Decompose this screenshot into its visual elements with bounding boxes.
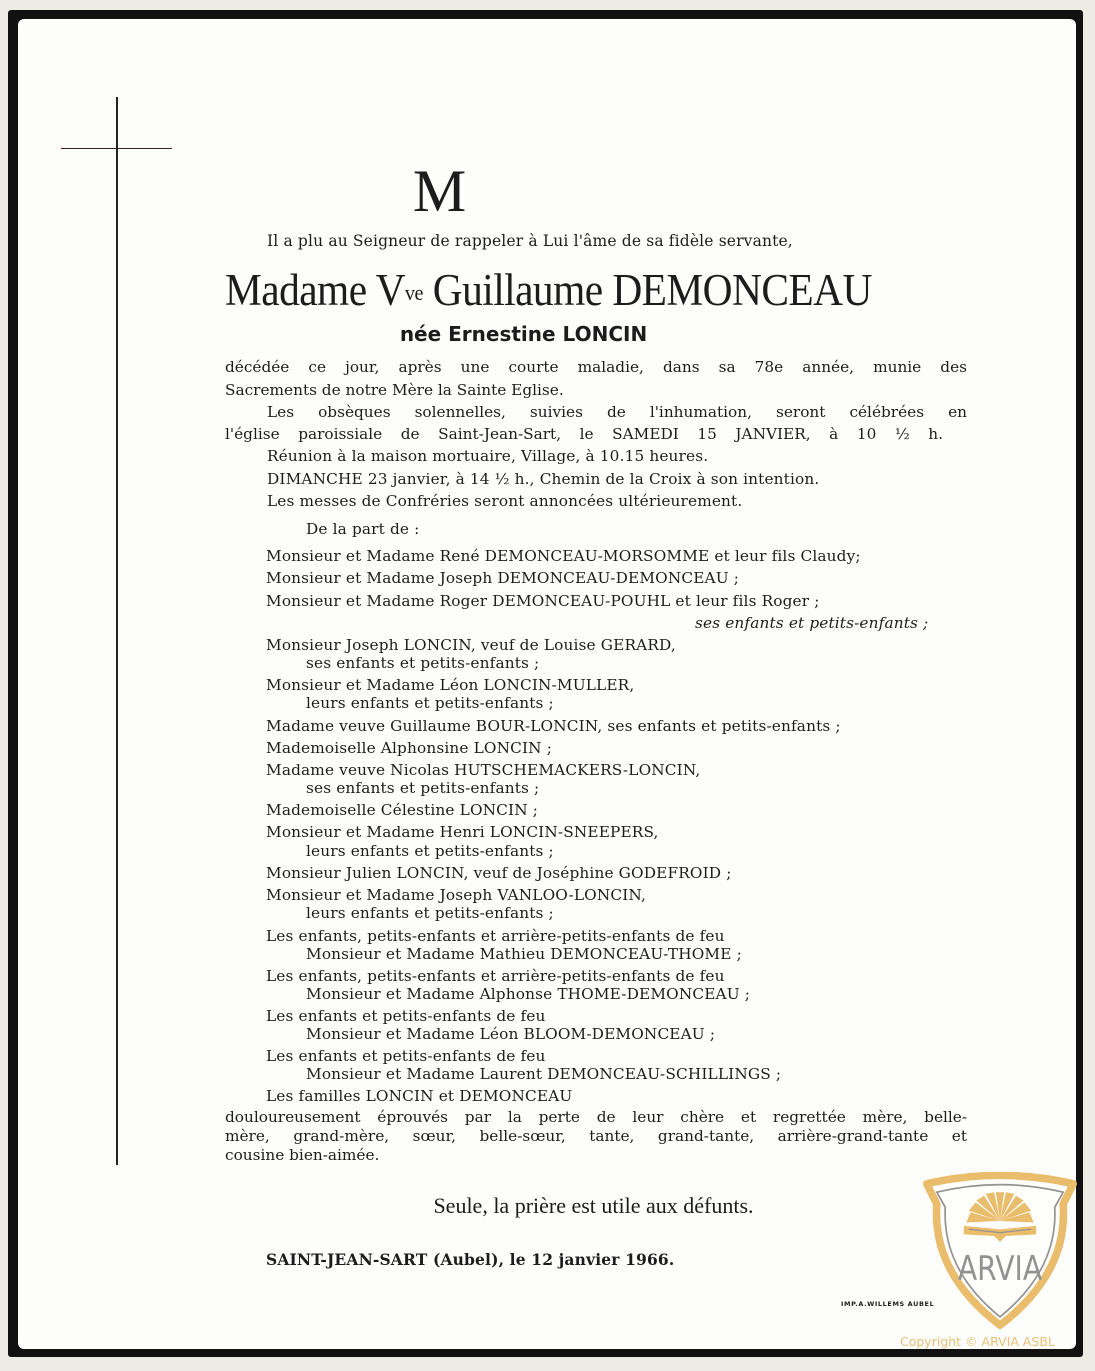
mourner-line: Madame veuve Guillaume BOUR-LONCIN, ses enfants et petits-enfants ; bbox=[266, 717, 841, 735]
funeral-line: Les obsèques solennelles, suivies de l'inhumation, seront célébrées en bbox=[267, 403, 967, 421]
arvia-logo-text: ARVIA bbox=[957, 1248, 1043, 1288]
place-date: SAINT-JEAN-SART (Aubel), le 12 janvier 1966. bbox=[266, 1250, 675, 1269]
mourner-line: Monsieur et Madame Léon BLOOM-DEMONCEAU ; bbox=[306, 1025, 716, 1043]
funeral-line: DIMANCHE 23 janvier, à 14 ½ h., Chemin de la Croix à son intention. bbox=[267, 470, 820, 488]
deceased-fullname: Guillaume DEMONCEAU bbox=[432, 265, 872, 315]
deceased-prefix: Madame V bbox=[225, 265, 405, 315]
mourner-line: Madame veuve Nicolas HUTSCHEMACKERS-LONCIN, bbox=[266, 761, 701, 779]
mourner-line: Les enfants et petits-enfants de feu bbox=[266, 1047, 546, 1065]
mourner-line: ses enfants et petits-enfants ; bbox=[306, 779, 540, 797]
mourner-line: leurs enfants et petits-enfants ; bbox=[306, 842, 554, 860]
grief-line: mère, grand-mère, sœur, belle-sœur, tante, grand-tante, arrière-grand-tante et bbox=[225, 1127, 967, 1145]
from-label: De la part de : bbox=[306, 520, 420, 538]
initial-text: M bbox=[412, 158, 467, 224]
mourner-line: Monsieur et Madame Alphonse THOME-DEMONCEAU ; bbox=[306, 985, 751, 1003]
closing-text: Seule, la prière est utile aux défunts. bbox=[433, 1193, 754, 1218]
mourner-line: Monsieur et Madame Léon LONCIN-MULLER, bbox=[266, 676, 635, 694]
intro-line: Il a plu au Seigneur de rappeler à Lui l'âme de sa fidèle servante, bbox=[267, 232, 793, 250]
grief-line: douloureusement éprouvés par la perte de leur chère et regrettée mère, belle- bbox=[225, 1108, 967, 1126]
grief-line: cousine bien-aimée. bbox=[225, 1146, 380, 1164]
mourner-line: ses enfants et petits-enfants ; bbox=[695, 614, 929, 632]
mourner-line: Mademoiselle Célestine LONCIN ; bbox=[266, 801, 539, 819]
mourner-line: Monsieur Joseph LONCIN, veuf de Louise GERARD, bbox=[266, 636, 676, 654]
mourner-line: Monsieur et Madame Henri LONCIN-SNEEPERS, bbox=[266, 823, 659, 841]
mourner-line: leurs enfants et petits-enfants ; bbox=[306, 904, 554, 922]
mourner-line: Monsieur et Madame Laurent DEMONCEAU-SCHILLINGS ; bbox=[306, 1065, 782, 1083]
funeral-line: Réunion à la maison mortuaire, Village, à 10.15 heures. bbox=[267, 447, 709, 465]
mourner-line: Monsieur et Madame Mathieu DEMONCEAU-THOME ; bbox=[306, 945, 742, 963]
mourner-line: Monsieur et Madame Roger DEMONCEAU-POUHL et leur fils Roger ; bbox=[266, 592, 820, 610]
mourner-line: ses enfants et petits-enfants ; bbox=[306, 654, 540, 672]
funeral-line: Les messes de Confréries seront annoncées ultérieurement. bbox=[267, 492, 743, 510]
mourner-line: Les enfants et petits-enfants de feu bbox=[266, 1007, 546, 1025]
mourner-line: Les familles LONCIN et DEMONCEAU bbox=[266, 1087, 573, 1105]
mourner-line: Mademoiselle Alphonsine LONCIN ; bbox=[266, 739, 553, 757]
mourner-line: Monsieur et Madame René DEMONCEAU-MORSOMME et leur fils Claudy; bbox=[266, 547, 861, 565]
printer-imprint: IMP.A.WILLEMS AUBEL bbox=[841, 1300, 935, 1308]
arvia-shield-watermark bbox=[920, 1172, 1080, 1332]
funeral-line: l'église paroissiale de Saint-Jean-Sart, le SAMEDI 15 JANVIER, à 10 ½ h. bbox=[225, 425, 943, 443]
deceased-name bbox=[225, 264, 910, 316]
deceased-superscript: ve bbox=[404, 280, 423, 305]
copyright-notice: Copyright © ARVIA ASBL bbox=[900, 1334, 1055, 1349]
mourner-line: Monsieur et Madame Joseph DEMONCEAU-DEMONCEAU ; bbox=[266, 569, 740, 587]
maiden-name-text: née Ernestine LONCIN bbox=[399, 322, 648, 346]
mourner-line: leurs enfants et petits-enfants ; bbox=[306, 694, 554, 712]
announcement-line: décédée ce jour, après une courte maladie, dans sa 78e année, munie des bbox=[225, 358, 967, 376]
initial-letter bbox=[0, 156, 1095, 226]
cross-icon-horizontal bbox=[61, 148, 172, 149]
cross-icon-vertical bbox=[116, 97, 118, 1165]
mourner-line: Monsieur et Madame Joseph VANLOO-LONCIN, bbox=[266, 886, 646, 904]
mourner-line: Les enfants, petits-enfants et arrière-petits-enfants de feu bbox=[266, 927, 725, 945]
maiden-name bbox=[0, 321, 1095, 347]
mourner-line: Les enfants, petits-enfants et arrière-petits-enfants de feu bbox=[266, 967, 725, 985]
mourner-line: Monsieur Julien LONCIN, veuf de Joséphine GODEFROID ; bbox=[266, 864, 732, 882]
announcement-line: Sacrements de notre Mère la Sainte Eglise. bbox=[225, 381, 564, 399]
